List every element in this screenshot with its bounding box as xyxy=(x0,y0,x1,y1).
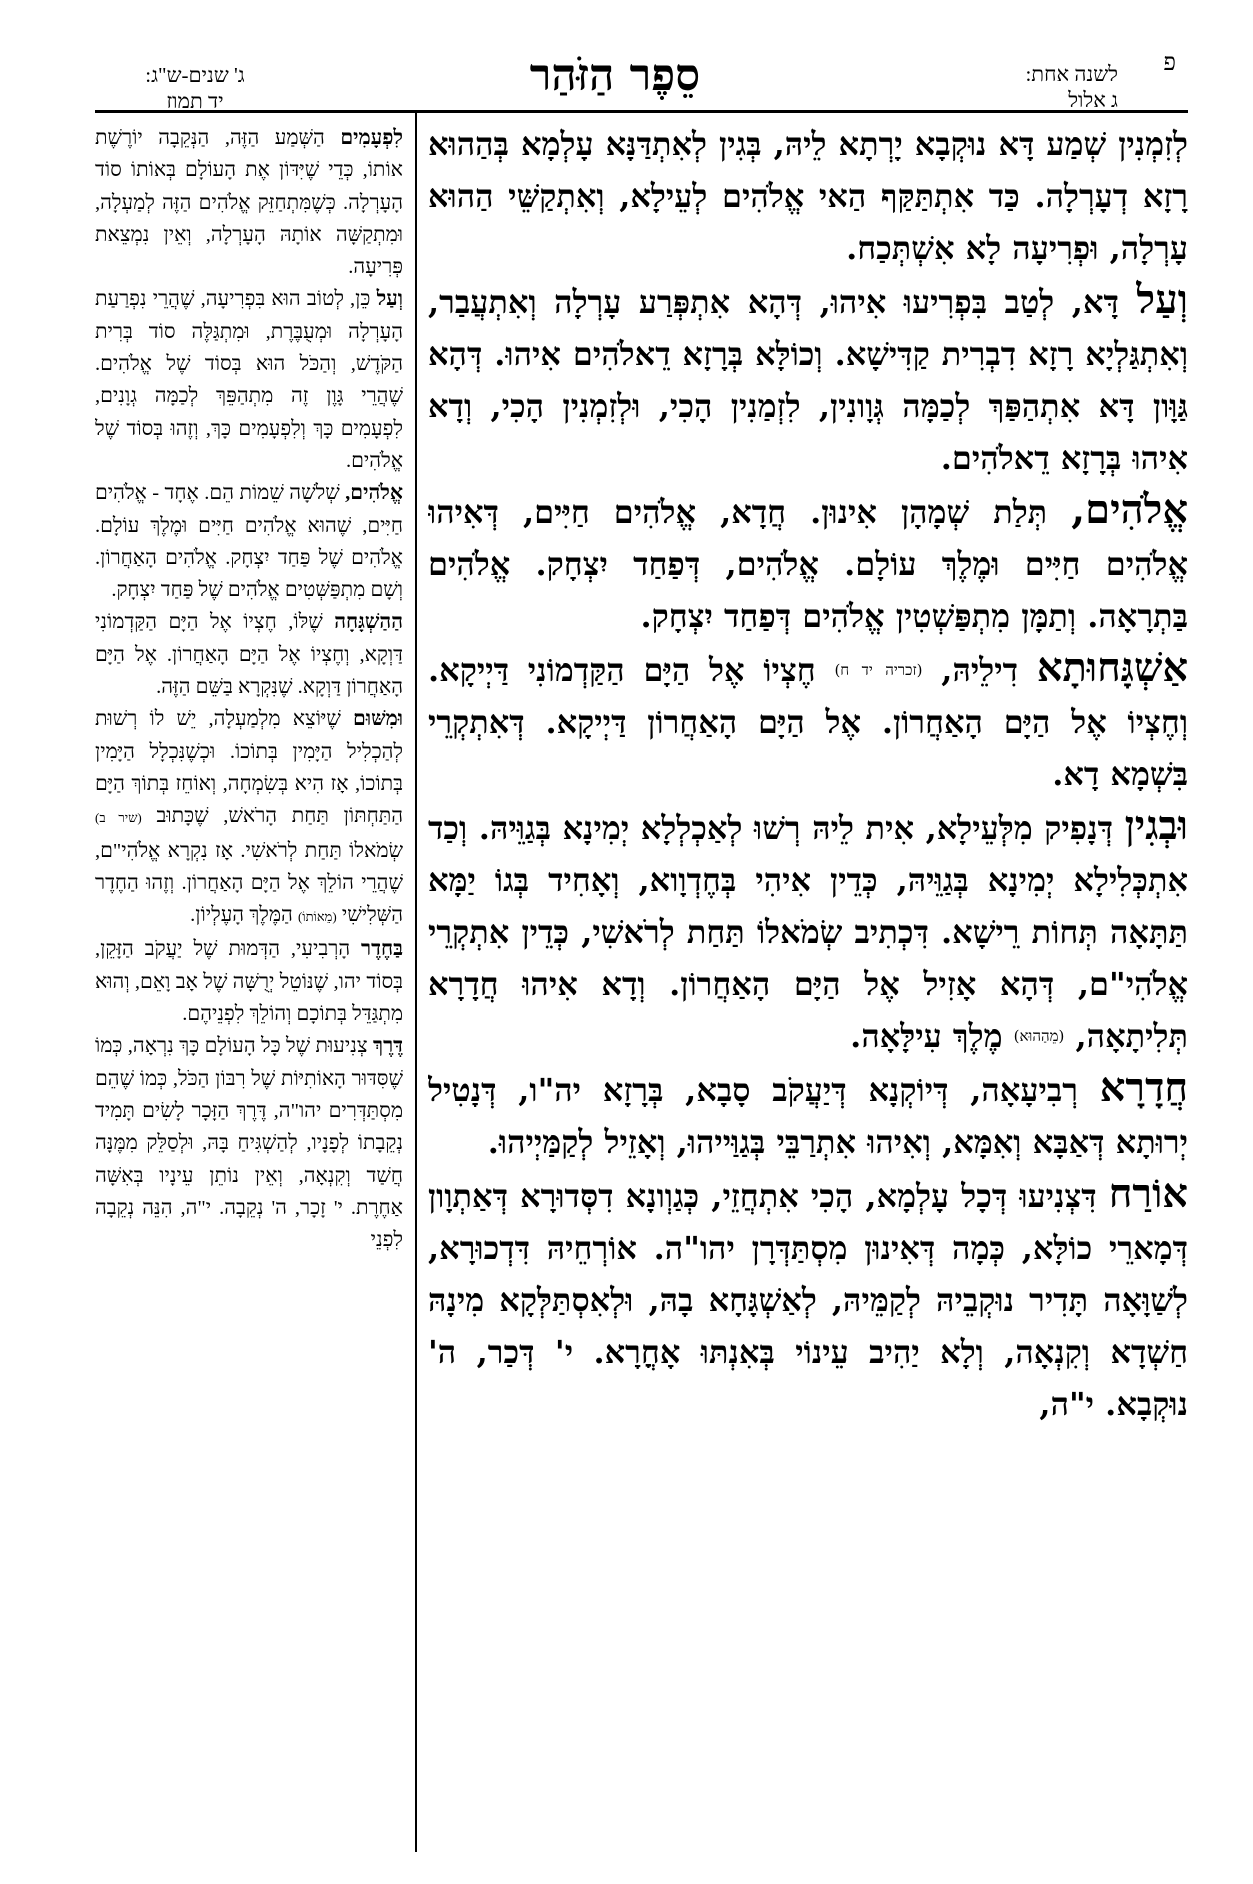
side-p2-text: כֵּן, לְטוֹב הוּא בִּפְרִיעָה, שֶׁהֲרֵי נִפְרַעַת הָעָרְלָה וּמְעֻבֶּרֶת, וּמִתְגַּלֶּה סוֹד בְּרִית הַקֹּדֶשׁ, וְהַכֹּל הוּא בְּסוֹד שֶׁל אֱלֹהִים. שֶׁהֲרֵי גָּוֶן זֶה מִתְהַפֵּךְ לְכַמָּה גְוָנִים, לִפְעָמִים כָּךְ וְלִפְעָמִים כָּךְ, וְזֶהוּ בְּסוֹד שֶׁל אֱלֹהִים. xyxy=(95,288,403,472)
main-p6-lead: חֲדָרָא xyxy=(1099,1064,1188,1111)
main-paragraph-6 xyxy=(428,1062,1188,1168)
main-p4-text: חֶצְיוֹ אֶל הַיָּם הַקַּדְמוֹנִי דַּיְיקָא. וְחֶצְיוֹ אֶל הַיָּם הָאַחֲרוֹן. אֶל הַיָּם הָאַחֲרוֹן דַּיְיקָא. דְּאִתְקְרֵי בִּשְׁמָא דָא. xyxy=(428,651,1188,793)
page-title: סֵפֶר הַזֹּהַר xyxy=(529,50,701,101)
main-paragraph-7 xyxy=(428,1168,1188,1430)
main-paragraph-4 xyxy=(428,642,1188,800)
side-paragraph-2 xyxy=(95,283,403,477)
side-p5-citation-2: (מֵאוֹתוֹ) xyxy=(297,909,337,925)
main-p6-text: רְבִיעָאָה, דְּיוֹקְנָא דְּיַעֲקֹב סָבָא, בְּרָזָא יה"ו, דְּנָטִיל יְרוּתָא דְּאַבָּא וְאִמָּא, וְאִיהוּ אִתְרַבֵּי בְּגַוַּייהוּ, וְאָזֵיל לְקַמַּיְיהוּ. xyxy=(428,1071,1188,1161)
main-p4-citation: (זכריה יד ח) xyxy=(834,661,923,679)
header-rule xyxy=(95,110,1188,113)
side-p6-text: הָרְבִיעִי, הַדְּמוּת שֶׁל יַעֲקֹב הַזָּקֵן, בְּסוֹד יהו, שֶׁנּוֹטֵל יְרֻשָּׁה שֶׁל אָב וָאֵם, וְהוּא מִתְגַּדֵּל בְּתוֹכָם וְהוֹלֵךְ לִפְנֵיהֶם. xyxy=(95,938,403,1026)
side-p6-lead: בַּחֶדֶר xyxy=(361,938,403,961)
main-p4-text-before: דִילֵיהּ, xyxy=(922,651,1037,689)
main-p3-text: תְּלַת שְׁמָהָן אִינוּן. חֲדָא, אֱלֹהִים חַיִּים, דְּאִיהוּ אֱלֹהִים חַיִּים וּמֶלֶךְ עוֹלָם. אֱלֹהִים, דְּפַחַד יִצְחָק. אֱלֹהִים בַּתְרָאָה. וְתַמָּן מִתְפַּשְׁטִין אֱלֹהִים דְּפַחַד יִצְחָק. xyxy=(428,493,1188,635)
main-p2-text: דָּא, לְטַב בִּפְרִיעוּ אִיהוּ, דְּהָא אִתְפְּרַע עָרְלָה וְאִתְעֲבַר, וְאִתְגַּלְיָא רָזָא דִבְרִית קַדִּישָׁא. וְכוֹלָּא בְּרָזָא דֵאלֹהִים אִיהוּ. דְּהָא גַּוָּון דָּא אִתְהַפַּךְ לְכַמָּה גְּוָונִין, לִזְמַנִין הָכִי, וּלְזִמְנִין הָכִי, וְדָא אִיהוּ בְּרָזָא דֵאלֹהִים. xyxy=(428,283,1188,477)
side-paragraph-6 xyxy=(95,933,403,1030)
main-p5-lead: וּבְגִין xyxy=(1124,802,1188,849)
side-p3-text: שְׁלֹשָׁה שֵׁמוֹת הֵם. אֶחָד - אֱלֹהִים חַיִּים, שֶׁהוּא אֱלֹהִים חַיִּים וּמֶלֶךְ עוֹלָם. אֱלֹהִים שֶׁל פַּחַד יִצְחָק. אֱלֹהִים הָאַחֲרוֹן. וְשָׁם מִתְפַּשְּׁטִים אֱלֹהִים שֶׁל פַּחַד יִצְחָק. xyxy=(95,482,403,602)
side-paragraph-7 xyxy=(95,1030,403,1256)
header-left-line1: ג' שנים-ש"ג: xyxy=(145,63,245,87)
side-p1-lead: לִפְעָמִים xyxy=(340,127,403,149)
side-p5-text: הַמֶּלֶךְ הָעֶלְיוֹן. xyxy=(190,904,298,927)
main-paragraph-2 xyxy=(428,274,1188,484)
side-p2-lead: וְעַל xyxy=(376,288,403,311)
side-p4-text: שֶׁלּוֹ, חֶצְיוֹ אֶל הַיָּם הַקַּדְמוֹנִי דַּוְקָא, וְחֶצְיוֹ אֶל הַיָּם הָאַחֲרוֹן. אֶל הַיָּם הָאַחֲרוֹן דַּוְקָא. שֶׁנִּקְרָא בַּשֵּׁם הַזֶּה. xyxy=(95,611,403,699)
side-p7-text: צְנִיעוּת שֶׁל כָּל הָעוֹלָם כָּךְ נִרְאָה, כְּמוֹ שֶׁסִּדּוּר הָאוֹתִיּוֹת שֶׁל רִבּוֹן הַכֹּל, כְּמוֹ שֶׁהֵם מִסְתַּדְּרִים יהו"ה, דֶּרֶךְ הַזָּכָר לָשִׂים תָּמִיד נְקֵבָתוֹ לְפָנָיו, לְהַשְׁגִּיחַ בָּהּ, וּלְסַלֵּק מִמֶּנָּה חֲשַׁד וְקִנְאָה, וְאֵין נוֹתֵן עֵינָיו בְּאִשָּׁה אַחֶרֶת. י' זָכָר, ה' נְקֵבָה. י"ה, הִנֵּה נְקֵבָה לִפְנֵי xyxy=(95,1035,403,1252)
main-p5-text-before: דְּנָפִיק מִלְּעֵילָא, אִית לֵיהּ רְשׁוּ לְאַכְלְלָא יְמִינָא בְּגַוֵּיהּ. וְכַד אִתְכְּלִילָא יְמִינָא בְּגַוֵּיהּ, כְּדֵין אִיהִי בְּחֶדְוָוא, וְאָחִיד בְּגוֹ יַמָּא תַּתָּאָה תְּחוֹת רֵישָׁא. דִּכְתִיב שְׂמֹאלוֹ תַּחַת לְרֹאשִׁי, כְּדֵין אִתְקְרֵי אֱלֹהִי"ם, דְּהָא אָזִיל אֶל הַיָּם הָאַחֲרוֹן. וְדָא אִיהוּ חֲדָרָא תְּלִיתָאָה, xyxy=(428,809,1188,1055)
side-paragraph-5 xyxy=(95,703,403,933)
side-p3-lead: אֱלֹהִים, xyxy=(345,482,403,505)
main-paragraph-1 xyxy=(428,118,1188,274)
header-right-line1: לשנה אחת: xyxy=(1025,62,1118,86)
main-p7-text: דִּצְנִיעוּ דְּכָל עָלְמָא, הָכִי אִתְחֲזֵי, כְּגַוְונָא דִסְּדוּרָא דְּאַתְוָון דְּמָארֵי כוֹלָּא, כְּמָה דְּאִינוּן מִסְתַּדְּרָן יהו"ה. אוֹרְחֵיהּ דִּדְכוּרָא, לְשַׁוָּאָה תָּדִיר נוּקְבֵיהּ לְקַמֵּיהּ, לְאַשְׁגָּחָא בָהּ, וּלְאִסְתַּלְּקָא מִינָהּ חַשְׁדָא וְקִנְאָה, וְלָא יַהִיב עֵינוֹי בְּאִנְתּוּ אָחֳרָא. י' דְּכַר, ה' נוּקְבָא. י"ה, xyxy=(428,1177,1188,1423)
side-p4-lead: הַהַשְׁגָּחָה xyxy=(334,611,403,634)
header-right-line2: ג אלול xyxy=(1068,88,1118,112)
translation-column xyxy=(95,122,403,1862)
main-p5-text: מֶלֶךְ עִילָּאָה. xyxy=(850,1017,1014,1055)
main-paragraph-5 xyxy=(428,800,1188,1062)
side-p7-lead: דֶּרֶךְ xyxy=(373,1035,403,1058)
side-p5-text-before: שֶׁיּוֹצֵא מִלְמַעְלָה, יֵשׁ לוֹ רְשׁוּת לְהַכְלִיל הַיָּמִין בְּתוֹכוֹ. וּכְשֶׁנִּכְלָל הַיָּמִין בְּתוֹכוֹ, אָז הִיא בְּשִׂמְחָה, וְאוֹחֵז בְּתוֹךְ הַיָּם הַתַּחְתּוֹן תַּחַת הָרֹאשׁ, שֶׁכָּתוּב xyxy=(95,708,403,828)
side-paragraph-3 xyxy=(95,477,403,606)
side-paragraph-1 xyxy=(95,122,403,283)
side-p5-lead: וּמִשּׁוּם xyxy=(353,708,403,731)
page-letter: פ xyxy=(1163,50,1176,76)
main-text-column xyxy=(428,118,1188,1858)
main-p1-text: לְזִמְנִין שְׁמַע דָּא נוּקְבָא יָרְתָא לֵיהּ, בְּגִין לְאִתְדַּנָּא עָלְמָא בְּהַהוּא רָזָא דְעָרְלָה. כַּד אִתְתַּקַּף הַאי אֱלֹהִים לְעֵילָא, וְאִתְקַשֵּׁי הַהוּא עָרְלָה, וּפְרִיעָה לָא אִשְׁתְּכַח. xyxy=(428,125,1188,267)
page-header xyxy=(95,48,1188,113)
side-p5-text-mid: שְׂמֹאלוֹ תַּחַת לְרֹאשִׁי. אָז נִקְרָא אֱלֹהִי"ם, שֶׁהֲרֵי הוֹלֵךְ אֶל הַיָּם הָאַחֲרוֹן. וְזֶהוּ הַחֶדֶר הַשְּׁלִישִׁי xyxy=(95,839,403,927)
header-left-line2: יד תמוז xyxy=(166,89,224,113)
side-p1-text: הַשְּׁמַע הַזֶּה, הַנְּקֵבָה יוֹרֶשֶׁת אוֹתוֹ, כְּדֵי שֶׁיִּדּוֹן אֶת הָעוֹלָם בְּאוֹתוֹ סוֹד הָעָרְלָה. כְּשֶׁמִּתְחַזֵּק אֱלֹהִים הַזֶּה לְמַעְלָה, וּמִתְקַשָּׁה אוֹתָהּ הָעָרְלָה, וְאֵין נִמְצֵאת פְּרִיעָה. xyxy=(95,127,403,279)
main-paragraph-3 xyxy=(428,484,1188,642)
column-divider xyxy=(415,112,417,1852)
main-p4-lead: אַשְׁגָּחוּתָא xyxy=(1036,644,1188,691)
header-date-left xyxy=(95,62,295,114)
main-p3-lead: אֱלֹהִים, xyxy=(1071,486,1188,533)
side-p5-citation-1: (שיר ב) xyxy=(95,810,142,826)
main-p5-citation: (מֵהַהוּא) xyxy=(1013,1027,1065,1045)
main-p7-lead: אוֹרַח xyxy=(1108,1170,1188,1217)
main-p2-lead: וְעַל xyxy=(1136,276,1188,323)
side-paragraph-4 xyxy=(95,606,403,703)
